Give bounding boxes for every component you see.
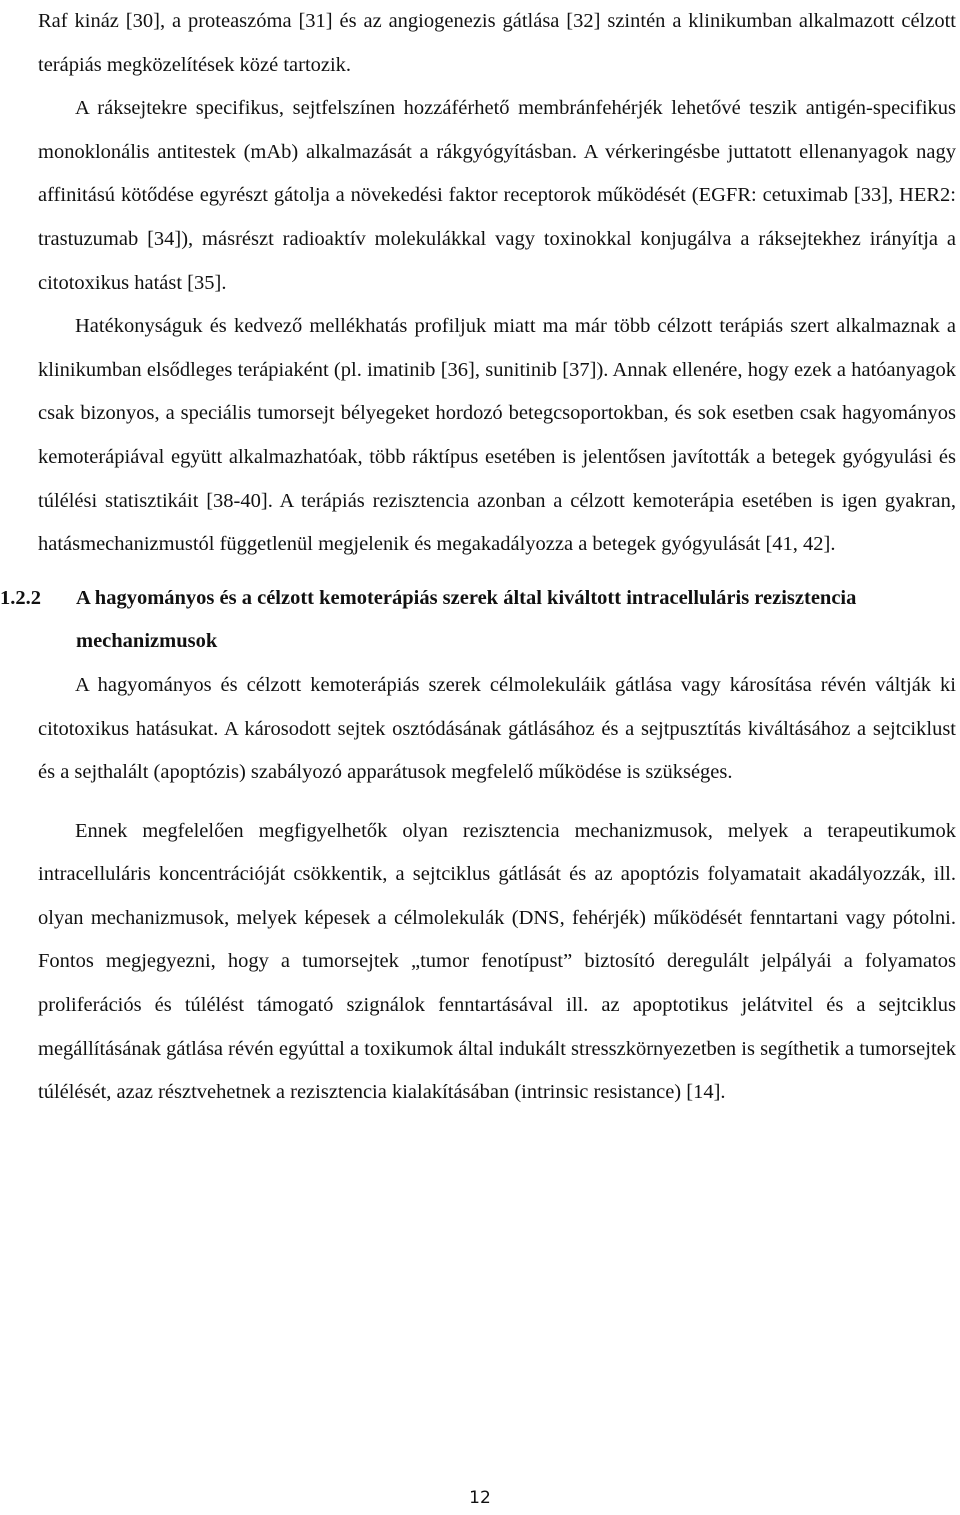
page-number: 12 <box>469 1488 491 1508</box>
paragraph-resistance-mechanisms: Ennek megfelelően megfigyelhetők olyan rezisztencia mechanizmusok, melyek a terapeutikumok intracelluláris koncentrációját csökkentik, a sejtciklus gátlását és az apoptózis folyamatait akadályozzák, ill. olyan mechanizmusok, melyek képesek a célmolekulák (DNS, fehérjék) működését fenntartani vagy pótolni. Fontos megjegyezni, hogy a tumorsejtek „tumor fenotípust” biztosító deregulált jelpályái a folyamatos proliferációs és túlélést támogató szignálok fenntartásával ill. az apoptotikus jelátvitel és a sejtciklus megállításának gátlása révén egyúttal a toxikumok által indukált stresszkörnyezetben is segíthetik a tumorsejtek túlélését, azaz résztvehetnek a rezisztencia kialakításában (intrinsic resistance) [14]. <box>38 819 956 1104</box>
section-heading <box>0 577 956 664</box>
paragraph-targeted-therapies: Raf kináz [30], a proteaszóma [31] és az angiogenezis gátlása [32] szintén a klinikumban alkalmazott célzott terápiás megközelítések közé tartozik. <box>38 10 956 76</box>
paragraph-clinical-efficacy: Hatékonyságuk és kedvező mellékhatás profiljuk miatt ma már több célzott terápiás szert alkalmaznak a klinikumban elsődleges terápiaként (pl. imatinib [36], sunitinib [37]). Annak ellenére, hogy ezek a hatóanyagok csak bizonyos, a speciális tumorsejt bélyegeket hordozó betegcsoportokban, és sok esetben csak hagyományos kemoterápiával együtt alkalmazhatóak, több ráktípus esetében is jelentősen javították a betegek gyógyulási és túlélési statisztikáit [38-40]. A terápiás rezisztencia azonban a célzott kemoterápia esetében is igen gyakran, hatásmechanizmustól függetlenül megjelenik és megakadályozza a betegek gyógyulását [41, 42]. <box>38 315 956 556</box>
paragraph-cytotoxic-effect: A hagyományos és célzott kemoterápiás szerek célmolekuláik gátlása vagy károsítása révén váltják ki citotoxikus hatásukat. A károsodott sejtek osztódásának gátlásához és a sejtpusztítás kiváltásához a sejtciklust és a sejthalált (apoptózis) szabályozó apparátusok megfelelő működése is szükséges. <box>38 673 956 784</box>
section-title: A hagyományos és a célzott kemoterápiás szerek által kiváltott intracelluláris rezisztencia mechanizmusok <box>76 586 857 653</box>
paragraph-monoclonal-antibodies: A ráksejtekre specifikus, sejtfelszínen hozzáférhető membránfehérjék lehetővé teszik antigén-specifikus monoklonális antitestek (mAb) alkalmazását a rákgyógyításban. A vérkeringésbe juttatott ellenanyagok nagy affinitású kötődése egyrészt gátolja a növekedési faktor receptorok működését (EGFR: cetuximab [33], HER2: trastuzumab [34]), másrészt radioaktív molekulákkal vagy toxinokkal konjugálva a ráksejtekhez irányítja a citotoxikus hatást [35]. <box>38 97 956 294</box>
section-number: 1.2.2 <box>0 586 41 609</box>
